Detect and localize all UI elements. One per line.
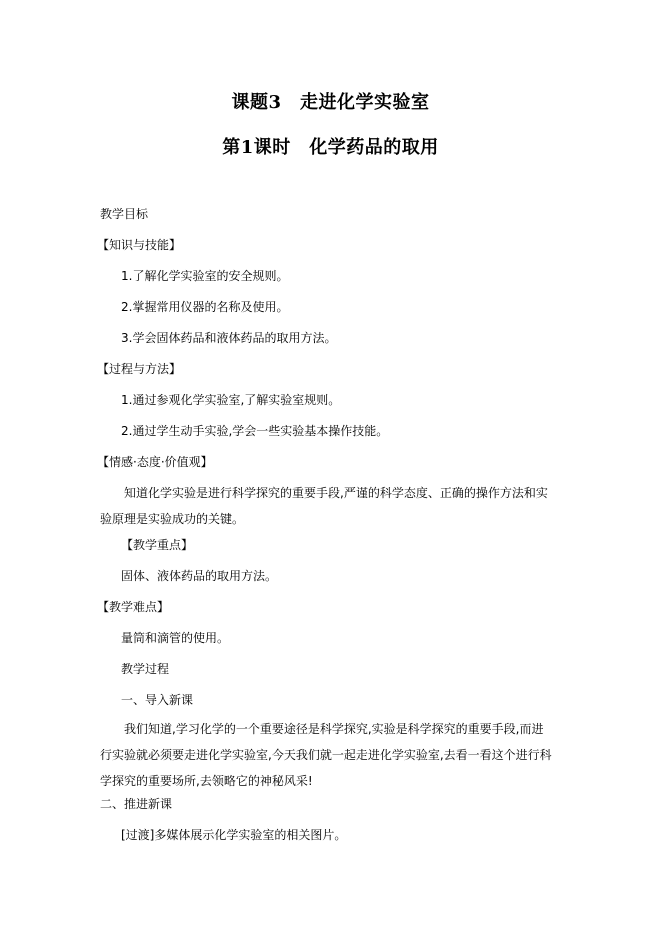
new-lesson-heading: 二、推进新课: [100, 797, 173, 811]
intro-paragraph: 我们知道,学习化学的一个重要途径是科学探究,实验是科学探究的重要手段,而进行实验就必须要走进化学实验室,今天我们就一起走进化学实验室,去看一看这个进行科学探究的重要场所,去领略它的神秘风采!: [100, 722, 552, 788]
lesson-title: 课题3 走进化学实验室: [231, 92, 430, 113]
key-points-text: 固体、液体药品的取用方法。: [121, 569, 278, 583]
intro-step-heading: 一、导入新课: [121, 693, 194, 707]
key-points-heading: 【教学重点】: [121, 538, 194, 552]
process-methods-heading: 【过程与方法】: [97, 362, 182, 376]
knowledge-skills-heading: 【知识与技能】: [97, 238, 182, 252]
difficulties-text: 量筒和滴管的使用。: [121, 631, 230, 645]
process-item: 2.通过学生动手实验,学会一些实验基本操作技能。: [121, 424, 389, 438]
transition-text: [过渡]多媒体展示化学实验室的相关图片。: [121, 828, 347, 842]
process-item: 1.通过参观化学实验室,了解实验室规则。: [121, 393, 341, 407]
lesson-subtitle: 第1课时 化学药品的取用: [222, 137, 439, 158]
teaching-process-heading: 教学过程: [121, 662, 170, 676]
emotion-values-heading: 【情感·态度·价值观】: [97, 455, 213, 469]
difficulties-heading: 【教学难点】: [97, 600, 170, 614]
knowledge-item: 3.学会固体药品和液体药品的取用方法。: [121, 331, 337, 345]
knowledge-item: 1.了解化学实验室的安全规则。: [121, 269, 289, 283]
objectives-heading: 教学目标: [100, 207, 149, 221]
knowledge-item: 2.掌握常用仪器的名称及使用。: [121, 300, 289, 314]
emotion-paragraph: 知道化学实验是进行科学探究的重要手段,严谨的科学态度、正确的操作方法和实验原理是实验成功的关键。: [100, 486, 548, 526]
